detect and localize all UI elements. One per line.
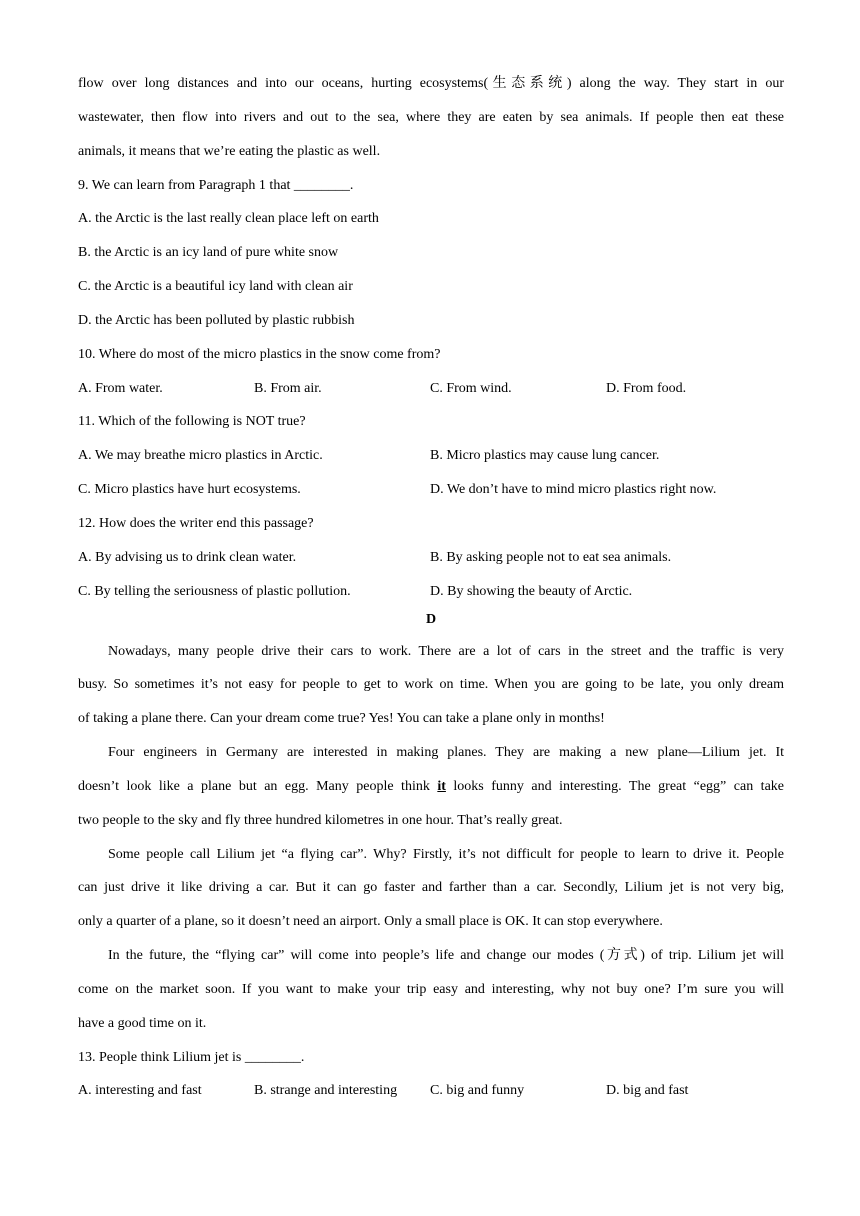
option-d: D. big and fast <box>606 1083 689 1099</box>
option-a: A. the Arctic is the last really clean place left on earth <box>78 211 379 227</box>
option-c: C. By telling the seriousness of plastic pollution. <box>78 583 351 599</box>
option-a: A. From water. <box>78 380 163 396</box>
question-13 <box>78 1045 784 1113</box>
question-stem: 9. We can learn from Paragraph 1 that ________. <box>78 177 354 193</box>
question-stem: 12. How does the writer end this passage? <box>78 515 314 531</box>
passage-d <box>78 639 784 1045</box>
options-row <box>78 376 784 410</box>
options-row <box>78 477 784 511</box>
question-stem: 13. People think Lilium jet is ________. <box>78 1049 305 1065</box>
options-row <box>78 1078 784 1112</box>
paragraph-line: have a good time on it. <box>78 1015 207 1031</box>
question-11 <box>78 409 784 511</box>
option-c: C. From wind. <box>430 380 512 396</box>
underlined-word: it <box>437 778 446 794</box>
passage-c-continuation <box>78 71 784 173</box>
paragraph-line <box>78 774 784 808</box>
paragraph-3 <box>78 842 784 944</box>
paragraph-line: wastewater, then flow into rivers and out to the sea, where they are eaten by sea animals. If people then eat these <box>78 109 784 125</box>
paragraph-line: only a quarter of a plane, so it doesn’t need an airport. Only a small place is OK. It can stop everywhere. <box>78 914 663 930</box>
option-a: A. By advising us to drink clean water. <box>78 549 297 565</box>
option-b: B. By asking people not to eat sea animals. <box>430 549 672 565</box>
paragraph-line: can just drive it like driving a car. But it can go faster and farther than a car. Secondly, Lilium jet is not very big, <box>78 880 784 896</box>
paragraph-line: Nowadays, many people drive their cars to work. There are a lot of cars in the street and the traffic is very <box>108 643 784 659</box>
question-9 <box>78 173 784 342</box>
text-run: doesn’t look like a plane but an egg. Many people think <box>78 778 438 794</box>
paragraph-2 <box>78 740 784 842</box>
option-c: C. the Arctic is a beautiful icy land with clean air <box>78 279 353 295</box>
option-d: D. the Arctic has been polluted by plastic rubbish <box>78 312 355 328</box>
paragraph-line: come on the market soon. If you want to make your trip easy and interesting, why not buy one? I’m sure you will <box>78 981 784 997</box>
paragraph-1 <box>78 639 784 741</box>
option-b: B. Micro plastics may cause lung cancer. <box>430 448 660 464</box>
option-c: C. Micro plastics have hurt ecosystems. <box>78 482 301 498</box>
option-c: C. big and funny <box>430 1083 525 1099</box>
options-row <box>78 545 784 579</box>
paragraph-line: animals, it means that we’re eating the plastic as well. <box>78 143 381 159</box>
option-d: D. We don’t have to mind micro plastics right now. <box>430 482 717 498</box>
question-stem: 10. Where do most of the micro plastics in the snow come from? <box>78 346 441 362</box>
question-10 <box>78 342 784 410</box>
paragraph-4 <box>78 943 784 1045</box>
option-b: B. the Arctic is an icy land of pure white snow <box>78 245 339 261</box>
option-b: B. From air. <box>254 380 322 396</box>
paragraph-line: In the future, the “flying car” will come into people’s life and change our modes (方式) of trip. Lilium jet will <box>108 948 784 964</box>
option-d: D. By showing the beauty of Arctic. <box>430 583 633 599</box>
option-b: B. strange and interesting <box>254 1083 398 1099</box>
options-row <box>78 443 784 477</box>
option-a: A. We may breathe micro plastics in Arctic. <box>78 448 323 464</box>
page-content <box>78 71 784 1112</box>
paragraph-line: two people to the sky and fly three hundred kilometres in one hour. That’s really great. <box>78 812 563 828</box>
paragraph-line: of taking a plane there. Can your dream come true? Yes! You can take a plane only in months! <box>78 711 605 727</box>
text-run: looks funny and interesting. The great “egg” can take <box>445 778 784 794</box>
paragraph-line: Four engineers in Germany are interested in making planes. They are making a new plane—Lilium jet. It <box>108 745 784 761</box>
question-stem: 11. Which of the following is NOT true? <box>78 414 306 430</box>
paragraph-line: Some people call Lilium jet “a flying car”. Why? Firstly, it’s not difficult for people to learn to drive it. People <box>108 846 784 862</box>
option-d: D. From food. <box>606 380 687 396</box>
paragraph-line: busy. So sometimes it’s not easy for people to get to work on time. When you are going to be late, you only dream <box>78 677 784 693</box>
section-heading: D <box>425 611 437 627</box>
question-12 <box>78 511 784 613</box>
option-a: A. interesting and fast <box>78 1083 202 1099</box>
paragraph-line: flow over long distances and into our oceans, hurting ecosystems(生态系统) along the way. They start in our <box>78 76 784 91</box>
options-row <box>78 579 784 613</box>
